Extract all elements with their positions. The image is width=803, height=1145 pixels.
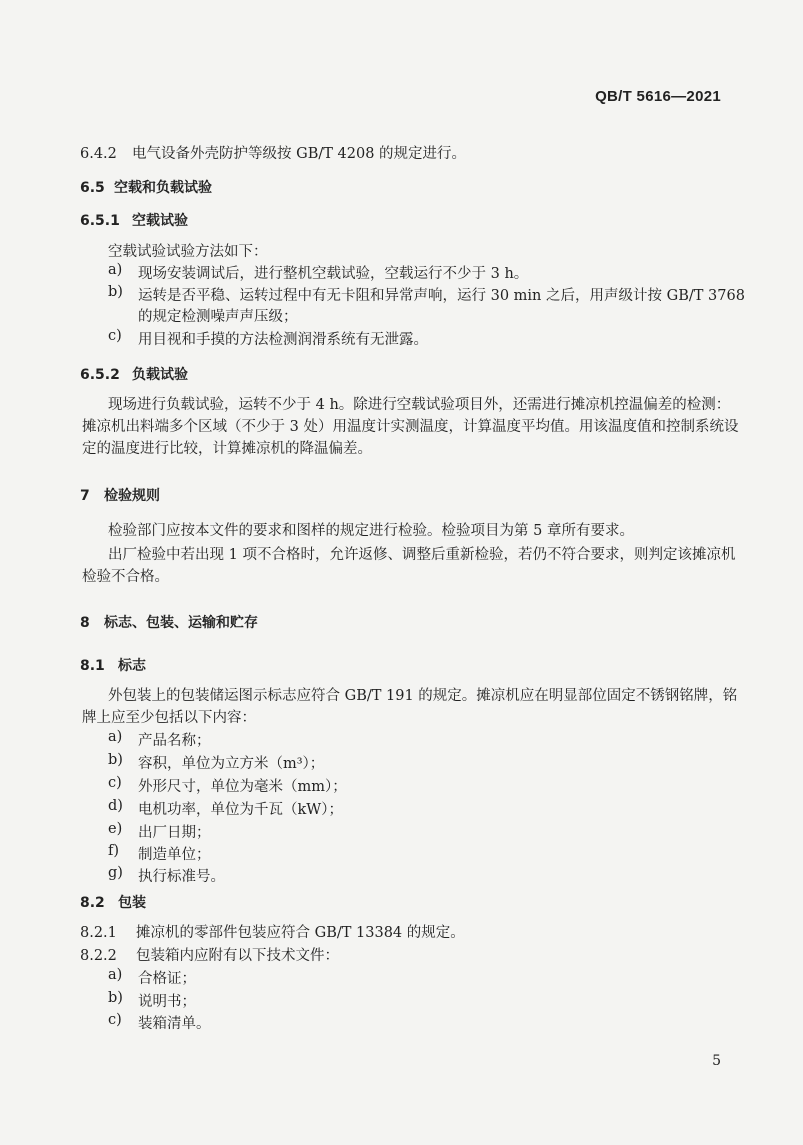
list-label: c) — [108, 1012, 122, 1028]
list-label: c) — [108, 328, 122, 344]
list-text: 运转是否平稳、运转过程中有无卡阻和异常声响，运行 30 min 之后，用声级计按 GB/T 3768 — [138, 288, 745, 304]
paragraph-line: 定的温度进行比较，计算摊凉机的降温偏差。 — [82, 441, 372, 457]
heading-number: 8.1 — [80, 658, 105, 674]
list-text: 装箱清单。 — [138, 1016, 211, 1032]
list-label: a) — [108, 967, 123, 983]
heading-title: 包装 — [118, 895, 146, 911]
clause-text: 摊凉机的零部件包装应符合 GB/T 13384 的规定。 — [136, 925, 465, 941]
heading-number: 6.5 — [80, 180, 105, 196]
clause-text: 电气设备外壳防护等级按 GB/T 4208 的规定进行。 — [132, 146, 467, 162]
list-text-continued: 的规定检测噪声声压级； — [138, 309, 298, 325]
heading-8-1 — [80, 655, 146, 675]
list-text: 产品名称； — [138, 733, 211, 749]
heading-8-2 — [80, 892, 146, 912]
list-label: c) — [108, 775, 122, 791]
clause-8-2-1 — [80, 921, 465, 942]
list-text: 外形尺寸，单位为毫米（mm）； — [138, 779, 347, 795]
paragraph-line: 出厂检验中若出现 1 项不合格时，允许返修、调整后重新检验，若仍不符合要求，则判定该摊凉机 — [108, 547, 736, 563]
clause-text: 包装箱内应附有以下技术文件： — [136, 948, 339, 964]
list-text: 容积，单位为立方米（m³）； — [138, 756, 325, 772]
heading-title: 标志、包装、运输和贮存 — [104, 615, 258, 631]
page-number: 5 — [712, 1053, 721, 1069]
paragraph-line: 检验部门应按本文件的要求和图样的规定进行检验。检验项目为第 5 章所有要求。 — [108, 523, 634, 539]
list-label: d) — [108, 798, 123, 814]
heading-8 — [80, 612, 258, 632]
heading-6-5 — [80, 177, 212, 197]
heading-6-5-1 — [80, 210, 188, 230]
list-label: b) — [108, 752, 123, 768]
list-label: a) — [108, 729, 123, 745]
paragraph-line: 外包装上的包装储运图示标志应符合 GB/T 191 的规定。摊凉机应在明显部位固定不锈钢铭牌，铭 — [108, 688, 738, 704]
clause-8-2-2 — [80, 944, 339, 965]
list-text: 用目视和手摸的方法检测润滑系统有无泄露。 — [138, 332, 428, 348]
list-label: e) — [108, 821, 123, 837]
standard-number: QB/T 5616—2021 — [595, 88, 721, 105]
list-text: 现场安装调试后，进行整机空载试验，空载运行不少于 3 h。 — [138, 266, 529, 282]
list-text: 出厂日期； — [138, 825, 211, 841]
heading-7 — [80, 485, 160, 505]
heading-title: 检验规则 — [104, 488, 160, 504]
list-label: b) — [108, 990, 123, 1006]
heading-title: 标志 — [118, 658, 146, 674]
paragraph-line: 摊凉机出料端多个区域（不少于 3 处）用温度计实测温度，计算温度平均值。用该温度值和控制系统设 — [82, 419, 739, 435]
heading-number: 6.5.1 — [80, 213, 120, 229]
clause-number: 6.4.2 — [80, 146, 117, 162]
list-text: 合格证； — [138, 971, 196, 987]
heading-number: 8 — [80, 615, 90, 631]
list-label: b) — [108, 284, 123, 300]
clause-6-4-2 — [80, 142, 466, 163]
heading-title: 空载和负载试验 — [114, 180, 212, 196]
clause-number: 8.2.2 — [80, 948, 117, 964]
list-label: g) — [108, 865, 123, 881]
heading-number: 7 — [80, 488, 90, 504]
list-text: 说明书； — [138, 994, 196, 1010]
paragraph-line: 牌上应至少包括以下内容： — [82, 710, 256, 726]
paragraph: 空载试验试验方法如下： — [108, 244, 268, 260]
list-label: a) — [108, 262, 123, 278]
list-label: f) — [108, 843, 120, 859]
paragraph-line: 现场进行负载试验，运转不少于 4 h。除进行空载试验项目外，还需进行摊凉机控温偏差的检测： — [108, 397, 731, 413]
heading-title: 空载试验 — [132, 213, 188, 229]
list-text: 执行标准号。 — [138, 869, 225, 885]
list-text: 制造单位； — [138, 847, 211, 863]
heading-number: 8.2 — [80, 895, 105, 911]
clause-number: 8.2.1 — [80, 925, 117, 941]
list-text: 电机功率，单位为千瓦（kW）； — [138, 802, 343, 818]
heading-title: 负载试验 — [132, 367, 188, 383]
heading-number: 6.5.2 — [80, 367, 120, 383]
heading-6-5-2 — [80, 364, 188, 384]
paragraph-line: 检验不合格。 — [82, 569, 169, 585]
